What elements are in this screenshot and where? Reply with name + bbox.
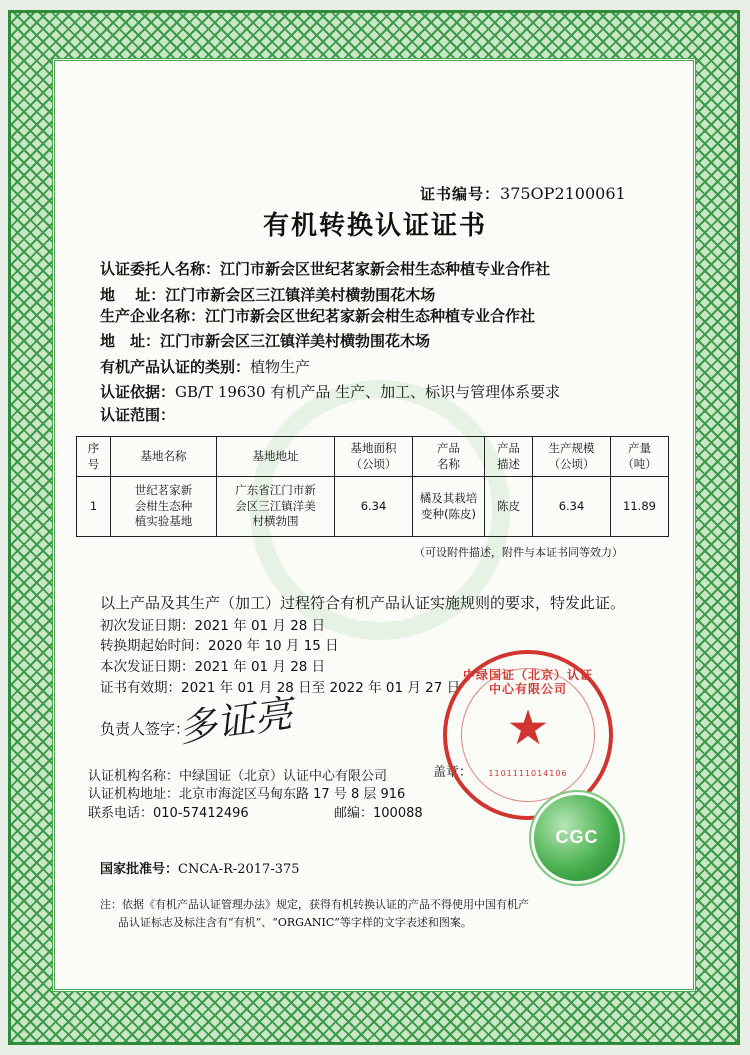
- table-cell: 6.34: [335, 477, 413, 537]
- this-issue-label: 本次发证日期：: [100, 659, 195, 675]
- body-address: 北京市海淀区马甸东路 17 号 8 层 916: [179, 787, 406, 802]
- table-row: [77, 477, 669, 537]
- table-header-cell: 产品 名称: [413, 437, 485, 477]
- this-issue-row: [100, 655, 325, 675]
- conversion-start-label: 转换期起始时间：: [100, 638, 208, 654]
- seal-code: 1101111014106: [488, 769, 568, 778]
- table-cell: 广东省江门市新 会区三江镇洋美 村横勃围: [217, 477, 335, 537]
- category-label: 有机产品认证的类别：: [100, 358, 251, 376]
- client-name: 江门市新会区世纪茗家新会柑生态种植专业合作社: [220, 260, 551, 278]
- scope-label: 认证范围：: [100, 406, 176, 424]
- table-header-cell: 产量 （吨）: [611, 437, 669, 477]
- body-name: 中绿国证（北京）认证中心有限公司: [179, 769, 388, 784]
- approval-label: 国家批准号：: [100, 862, 179, 877]
- certificate-number: [420, 183, 626, 204]
- this-issue-date: 2021 年 01 月 28 日: [194, 659, 326, 675]
- seal-label: 盖章：: [433, 765, 473, 780]
- validity-period: 2021 年 01 月 28 日至 2022 年 01 月 27 日: [181, 680, 461, 696]
- statement: 以上产品及其生产（加工）过程符合有机产品认证实施规则的要求，特发此证。: [100, 594, 626, 612]
- producer-name-label: 生产企业名称：: [100, 307, 206, 325]
- conversion-start-date: 2020 年 10 月 15 日: [208, 638, 339, 654]
- cgc-logo: [534, 795, 620, 881]
- table-cell: 1: [77, 477, 111, 537]
- validity-label: 证书有效期：: [100, 680, 181, 696]
- first-issue-label: 初次发证日期：: [100, 618, 195, 634]
- footnote-line-1: 注：依据《有机产品认证管理办法》规定，获得有机转换认证的产品不得使用中国有机产: [100, 898, 529, 911]
- seal-text: 中绿国证（北京）认证中心有限公司: [463, 668, 594, 696]
- table-header-cell: 基地名称: [111, 437, 217, 477]
- first-issue-date: 2021 年 01 月 28 日: [194, 618, 326, 634]
- body-name-label: 认证机构名称：: [88, 769, 180, 784]
- table-header-cell: 生产规模 （公顷）: [533, 437, 611, 477]
- producer-address-label: 地 址：: [100, 332, 161, 350]
- basis-value: GB/T 19630 有机产品 生产、加工、标识与管理体系要求: [175, 383, 561, 401]
- body-address-label: 认证机构地址：: [88, 787, 180, 802]
- first-issue-row: [100, 614, 325, 634]
- scope-table: [76, 436, 669, 537]
- conversion-start-row: [100, 634, 339, 654]
- body-address-row: [88, 783, 405, 802]
- phone-label: 联系电话：: [88, 806, 154, 821]
- producer-address: 江门市新会区三江镇洋美村横勃围花木场: [160, 332, 431, 350]
- basis-row: [100, 381, 560, 402]
- official-seal: [443, 650, 613, 820]
- postcode-label: 邮编：: [334, 806, 374, 821]
- producer-name-row: [100, 305, 535, 326]
- basis-label: 认证依据：: [100, 383, 176, 401]
- cgc-logo-text: CGC: [555, 827, 599, 847]
- postcode: 100088: [373, 806, 423, 821]
- client-name-label: 认证委托人名称：: [100, 260, 221, 278]
- table-cell: 橘及其栽培 变种(陈皮): [413, 477, 485, 537]
- client-address-label: 地 址：: [100, 286, 166, 304]
- table-header-cell: 基地地址: [217, 437, 335, 477]
- table-cell: 世纪茗家新 会柑生态种 植实验基地: [111, 477, 217, 537]
- category-value: 植物生产: [250, 358, 311, 376]
- approval-number: CNCA-R-2017-375: [178, 862, 300, 877]
- postcode-row: [334, 802, 423, 821]
- table-header-cell: 序 号: [77, 437, 111, 477]
- table-header-cell: 基地面积 （公顷）: [335, 437, 413, 477]
- body-phone-row: [88, 802, 249, 821]
- star-icon: ★: [506, 700, 550, 756]
- certificate-number-value: 375OP2100061: [500, 184, 626, 203]
- category-row: [100, 356, 310, 377]
- table-header-cell: 产品 描述: [485, 437, 533, 477]
- footnote-line-2: 品认证标志及标注含有“有机”、“ORGANIC”等字样的文字表述和图案。: [118, 916, 472, 929]
- certificate-number-label: 证书编号：: [420, 185, 501, 203]
- approval-row: [100, 858, 300, 877]
- table-header-row: [77, 437, 669, 477]
- phone-number: 010-57412496: [153, 806, 249, 821]
- table-cell: 11.89: [611, 477, 669, 537]
- signatory-label: 负责人签字：: [100, 720, 191, 738]
- producer-address-row: [100, 330, 430, 351]
- signature: 多证亮: [175, 691, 296, 751]
- table-cell: 陈皮: [485, 477, 533, 537]
- certificate-title: 有机转换认证证书: [262, 211, 487, 241]
- table-note: （可设附件描述，附件与本证书同等效力）: [414, 546, 623, 559]
- body-name-row: [88, 765, 387, 784]
- client-address: 江门市新会区三江镇洋美村横勃围花木场: [165, 286, 436, 304]
- client-name-row: [100, 258, 550, 279]
- client-address-row: [100, 284, 435, 305]
- producer-name: 江门市新会区世纪茗家新会柑生态种植专业合作社: [205, 307, 536, 325]
- table-cell: 6.34: [533, 477, 611, 537]
